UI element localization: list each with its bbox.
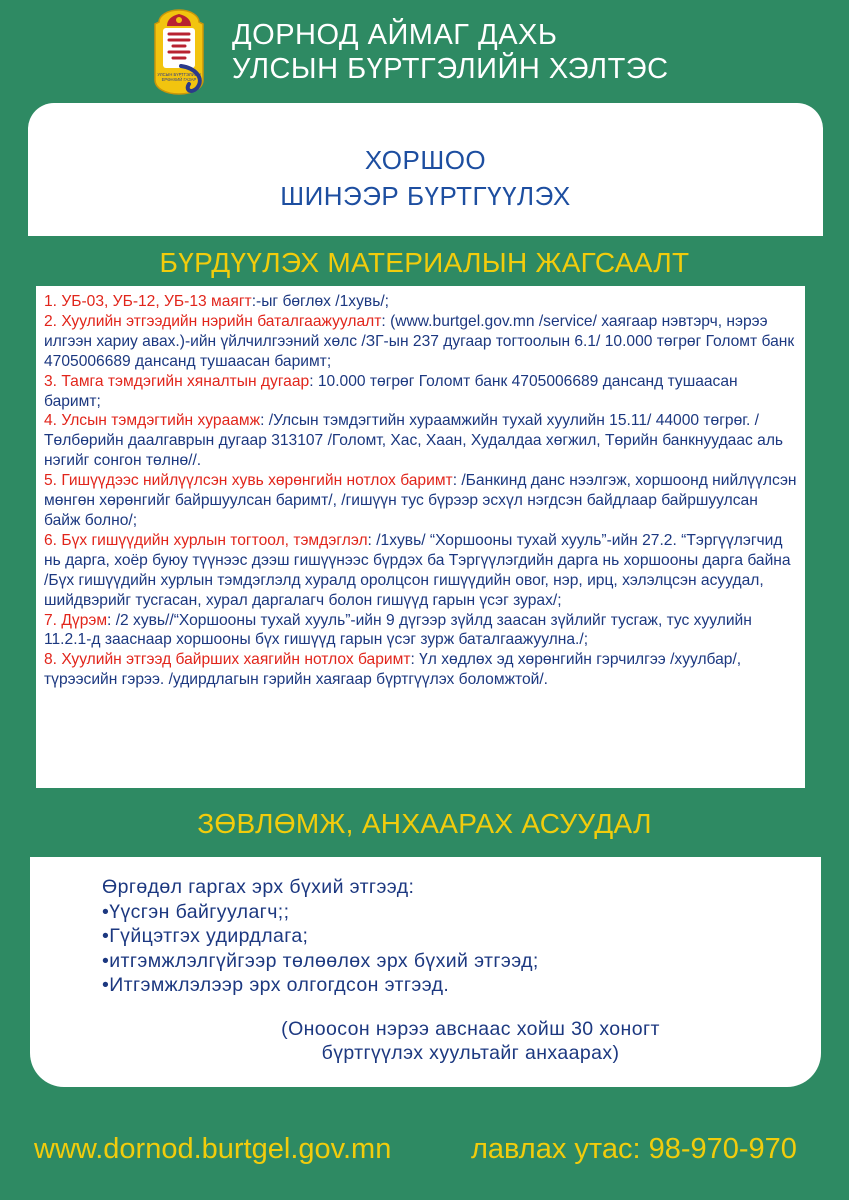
list-item [44, 312, 797, 372]
list-item [44, 611, 797, 651]
organization-name [232, 18, 669, 86]
advice-line: •Гүйцэтгэх удирдлага; [102, 925, 309, 947]
list-item-label: 6. Бүх гишүүдийн хурлын тогтоол, тэмдэглэл [44, 531, 368, 549]
list-item-label: 7. Дүрэм [44, 611, 108, 629]
list-item-text: : /Банкинд данс нээлгэж, хоршоонд нийлүүлсэн мөнгөн хөрөнгийг байршуулсан баримт/, /гишүүн тус бүрээр эсхүл нэгдсэн байдлаар байршуулсан байж болно/; [44, 472, 797, 529]
page-title-line1: ХОРШОО [364, 145, 487, 175]
list-item [44, 650, 797, 690]
list-item-text: :-ыг бөглөх /1хувь/; [251, 293, 389, 310]
list-item-text: : /Улсын тэмдэгтийн хураамжийн тухай хуулийн 15.11/ 44000 төгрөг. /Төлбөрийн даалгаврын дугаар 313107 /Голомт, Хас, Хаан, Худалдаа хөгжил, Төрийн банкнуудаас аль нэгийг сонгон төлнө//. [44, 412, 784, 470]
list-item-label: 2. Хуулийн этгээдийн нэрийн баталгаажуулалт [44, 312, 382, 330]
advice-box [30, 857, 821, 1087]
phone-info: лавлах утас: 98-970-970 [471, 1133, 797, 1165]
advice-line: Өргөдөл гаргах эрх бүхий этгээд: [102, 876, 415, 898]
materials-list [36, 286, 805, 788]
logo-caption-line2: ЕРӨНХИЙ ГАЗАР [161, 77, 197, 82]
advice-note [30, 1017, 821, 1065]
logo-caption-line1: УЛСЫН БҮРТГЭЛИЙН [157, 72, 201, 77]
list-item [44, 531, 797, 611]
list-item-label: 1. УБ-03, УБ-12, УБ-13 маягт [44, 293, 252, 310]
list-item-text: : /2 хувь//“Хоршооны тухай хууль”-ийн 9 дүгээр зүйлд заасан зүйлийг тусгаж, тус хуулийн 11.2.1-д зааснаар хоршооны бүх гишүүд гарын үсэг зурж баталгаажуулна./; [44, 611, 752, 649]
list-item-label: 8. Хуулийн этгээд байрших хаягийн нотлох баримт [44, 651, 411, 669]
list-item-label: 4. Улсын тэмдэгтийн хураамж [44, 412, 261, 430]
list-item [44, 411, 797, 471]
list-item-text: : /1хувь/ “Хоршооны тухай хууль”-ийн 27.2. “Тэргүүлэгчид нь дарга, хоёр буюу түүнээс дээш гишүүнээс бүрдэх ба Тэргүүлэгдийн дарга нь хоршооны дарга байна /Бүх гишүүдийн хурлын тэмдэглэлд хуралд оролцсон гишүүдийн овог, нэр, ирц, хэлэлцсэн асуудал, шийдвэрийг тусгасан, хурал даргалагч болон гишүүд гарын үсэг зурах/; [44, 531, 791, 609]
list-item-label: 5. Гишүүдээс нийлүүлсэн хувь хөрөнгийн нотлох баримт [44, 472, 453, 490]
materials-heading: БҮРДҮҮЛЭХ МАТЕРИАЛЫН ЖАГСААЛТ [159, 247, 690, 278]
website-link[interactable]: www.dornod.burtgel.gov.mn [34, 1133, 392, 1165]
organization-name-line1: ДОРНОД АЙМАГ ДАХЬ [232, 19, 558, 51]
advice-line: •Үүсгэн байгуулагч;; [102, 900, 290, 923]
list-item-label: 3. Тамга тэмдэгийн хяналтын дугаар [44, 372, 310, 390]
advice-line: •итгэмжлэлгүйгээр төлөөлөх эрх бүхий этгээд; [102, 949, 539, 972]
list-item-text: : (www.burtgel.gov.mn /service/ хаягаар нэвтэрч, нэрээ илгээн хариу авах.)-ийн үйлчилгээний хөлс /ЗГ-ын 237 дугаар тогтоолын 6.1/ 10.000 төгрөг Голомт банк 4705006689 дансанд тушаасан баримт; [44, 312, 795, 370]
advice-note-line1: (Оноосон нэрээ авснаас хойш 30 хоногт [281, 1018, 660, 1040]
advice-note-line2: бүртгүүлэх хуультайг анхаарах) [321, 1042, 620, 1064]
list-item-text: : Үл хөдлөх эд хөрөнгийн гэрчилгээ /хуулбар/, түрээсийн гэрээ. /удирдлагын гэрийн хаягаар бүртгүүлэх боломжтой/. [44, 651, 742, 689]
advice-heading: ЗӨВЛӨМЖ, АНХААРАХ АСУУДАЛ [197, 808, 652, 839]
advice-line: •Итгэмжлэлээр эрх олгогдсон этгээд. [102, 974, 450, 996]
header [0, 0, 849, 100]
list-item [44, 471, 797, 531]
title-card [28, 103, 823, 236]
list-item [44, 372, 797, 412]
advice-list [102, 875, 539, 998]
list-item [44, 292, 797, 312]
list-item-text: : 10.000 төгрөг Голомт банк 4705006689 дансанд тушаасан баримт; [44, 372, 738, 410]
organization-name-line2: УЛСЫН БҮРТГЭЛИЙН ХЭЛТЭС [232, 53, 669, 85]
state-registration-emblem-icon [145, 8, 213, 96]
page-title-line2: ШИНЭЭР БҮРТГҮҮЛЭХ [280, 181, 571, 211]
